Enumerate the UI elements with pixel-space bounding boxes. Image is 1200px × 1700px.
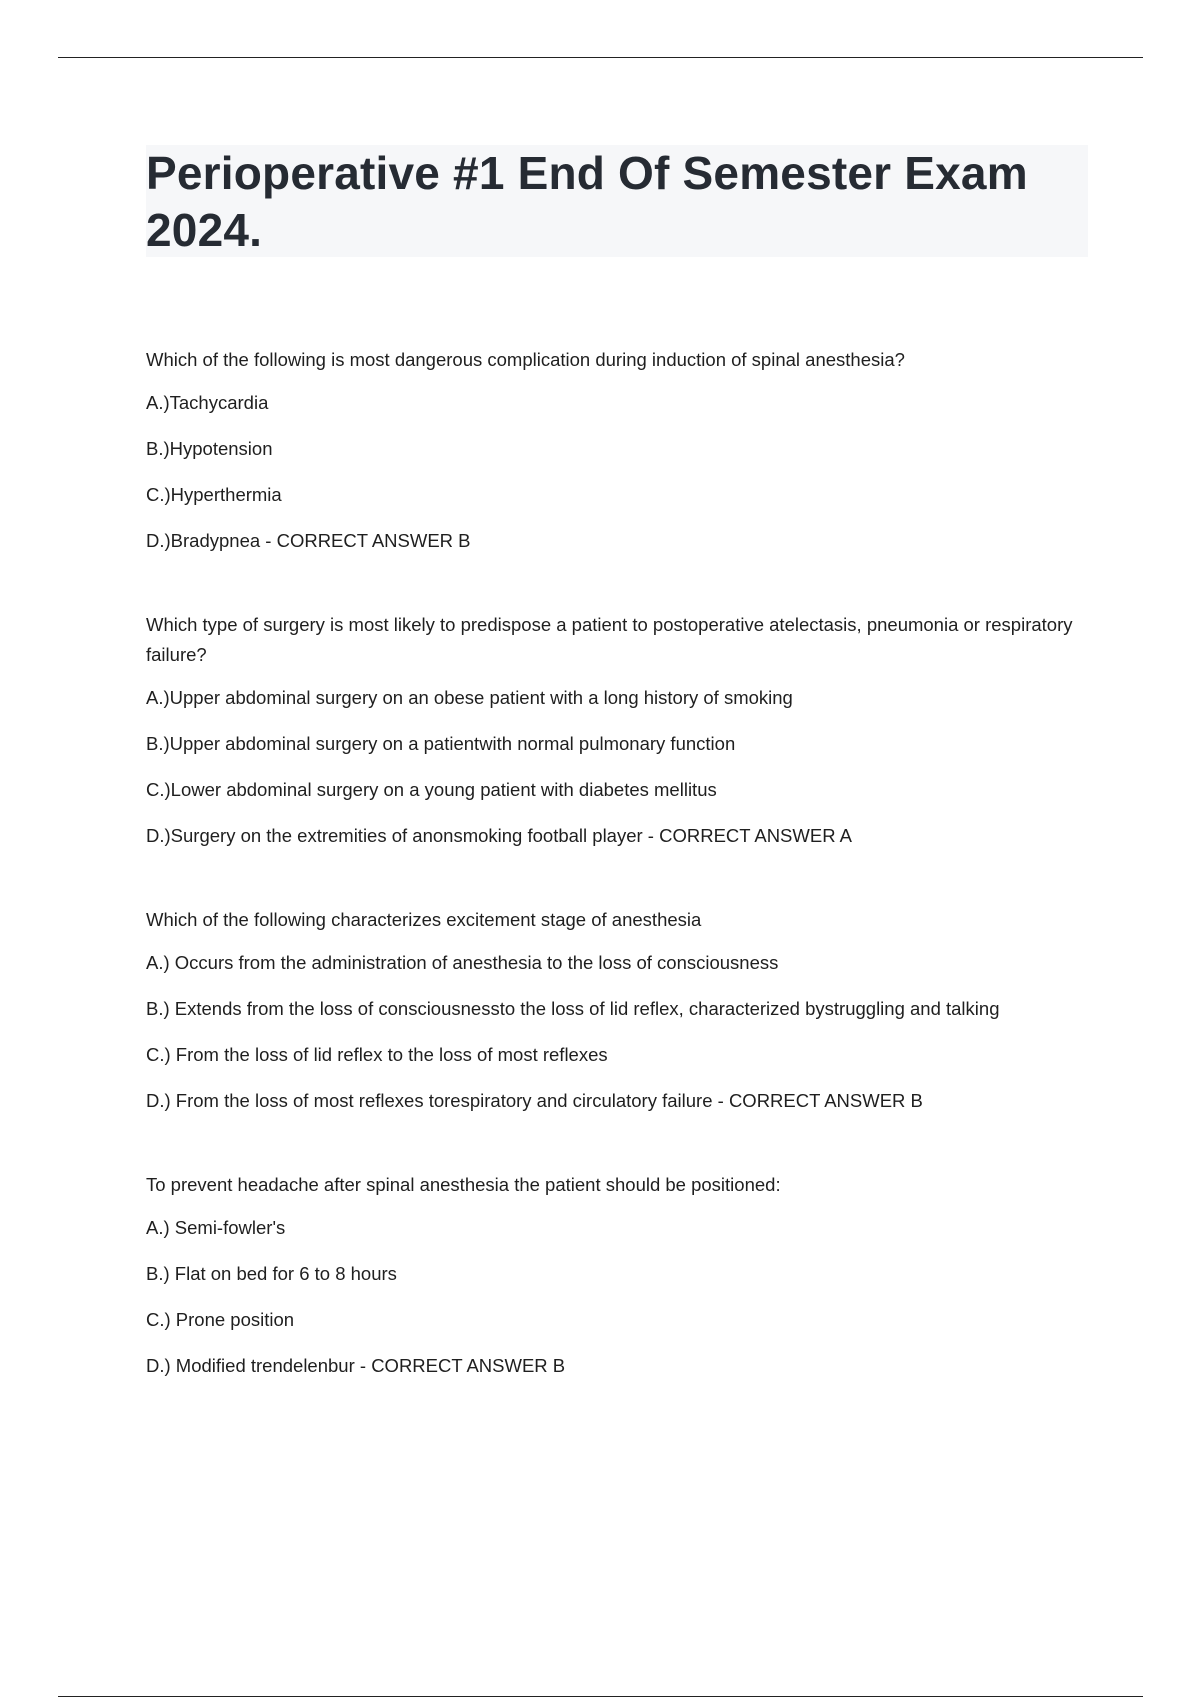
answer-option-b: B.)Hypotension [146, 438, 273, 459]
answer-option-b: B.) Extends from the loss of consciousnessto the loss of lid reflex, characterized bystruggling and talking [146, 998, 1000, 1019]
question-block-2 [146, 610, 1091, 851]
answer-option-a: A.)Upper abdominal surgery on an obese patient with a long history of smoking [146, 687, 793, 708]
answer-option-d: D.) From the loss of most reflexes torespiratory and circulatory failure - CORRECT ANSWER B [146, 1090, 923, 1111]
answer-option-c: C.) From the loss of lid reflex to the loss of most reflexes [146, 1044, 608, 1065]
question-text: Which type of surgery is most likely to predispose a patient to postoperative atelectasis, pneumonia or respiratory failure? [146, 614, 1073, 665]
answer-option-a: A.)Tachycardia [146, 392, 269, 413]
question-text: Which of the following is most dangerous complication during induction of spinal anesthesia? [146, 349, 905, 370]
question-text: To prevent headache after spinal anesthesia the patient should be positioned: [146, 1174, 781, 1195]
question-block-3 [146, 905, 1091, 1116]
question-text: Which of the following characterizes excitement stage of anesthesia [146, 909, 702, 930]
answer-option-d: D.)Surgery on the extremities of anonsmoking football player - CORRECT ANSWER A [146, 825, 853, 846]
title-banner [146, 145, 1088, 257]
answer-option-d: D.)Bradypnea - CORRECT ANSWER B [146, 530, 471, 551]
answer-option-c: C.)Lower abdominal surgery on a young patient with diabetes mellitus [146, 779, 717, 800]
answer-option-b: B.)Upper abdominal surgery on a patientwith normal pulmonary function [146, 733, 736, 754]
answer-option-d: D.) Modified trendelenbur - CORRECT ANSWER B [146, 1355, 566, 1376]
question-block-1 [146, 345, 1091, 556]
top-divider [58, 57, 1143, 58]
bottom-divider [58, 1696, 1143, 1697]
answer-option-b: B.) Flat on bed for 6 to 8 hours [146, 1263, 397, 1284]
document-title: Perioperative #1 End Of Semester Exam 2024. [146, 147, 1028, 256]
answer-option-c: C.) Prone position [146, 1309, 295, 1330]
answer-option-a: A.) Semi-fowler's [146, 1217, 286, 1238]
question-block-4 [146, 1170, 1091, 1381]
answer-option-c: C.)Hyperthermia [146, 484, 282, 505]
question-list [146, 345, 1091, 1381]
answer-option-a: A.) Occurs from the administration of anesthesia to the loss of consciousness [146, 952, 779, 973]
